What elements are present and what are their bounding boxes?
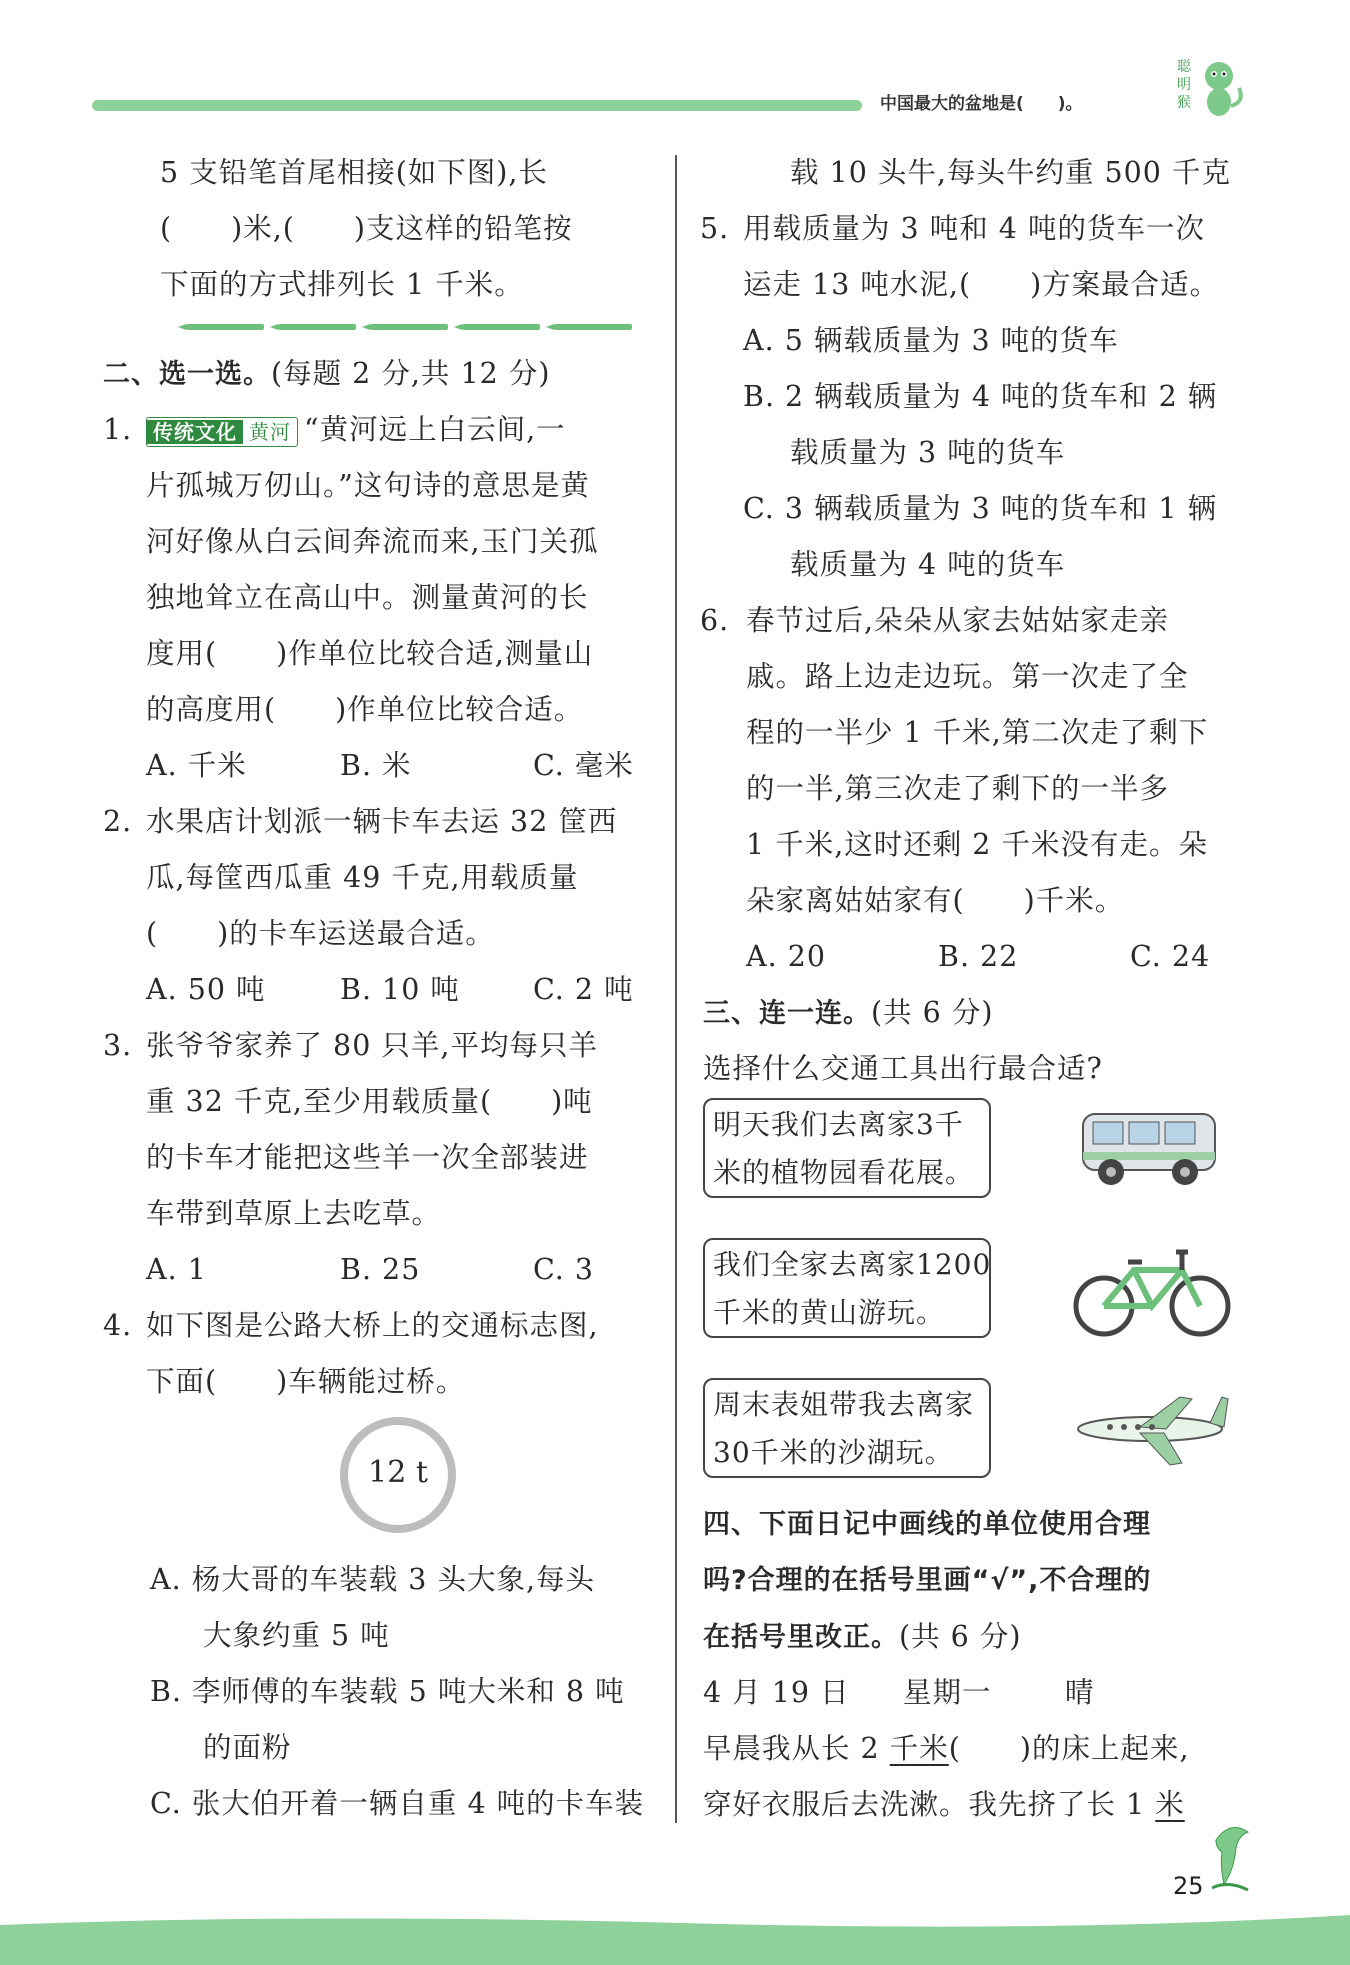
header-bar (92, 100, 862, 111)
q4-num: 4. (103, 1309, 133, 1342)
q4-line-1: 如下图是公路大桥上的交通标志图, (146, 1309, 599, 1342)
section-3-question: 选择什么交通工具出行最合适? (703, 1052, 1103, 1085)
box-2-line-1: 我们全家去离家1200 (713, 1248, 992, 1281)
q3-line-2: 重 32 千克,至少用载质量( )吨 (146, 1085, 593, 1118)
q1-line-1 (146, 402, 566, 458)
diary-line-1-post: ( )的床上起来, (948, 1732, 1190, 1765)
q6-line-5: 1 千米,这时还剩 2 千米没有走。朵 (746, 828, 1209, 861)
section-2-title: 二、选一选。 (103, 359, 271, 390)
q5-num: 5. (700, 212, 730, 245)
q2-line-2: 瓜,每筐西瓜重 49 千克,用载质量 (146, 861, 579, 894)
badge-main: 传统文化 (147, 420, 243, 444)
culture-badge (146, 417, 298, 447)
q6-option-a[interactable]: A. 20 (746, 940, 826, 973)
section-3-note: (共 6 分) (871, 996, 994, 1029)
q6-line-3: 程的一半少 1 千米,第二次走了剩下 (746, 716, 1209, 749)
pencils-figure (178, 322, 634, 332)
diary-date: 4 月 19 日 (703, 1676, 850, 1709)
weight-limit-sign (340, 1417, 456, 1533)
section-2-note: (每题 2 分,共 12 分) (271, 357, 551, 390)
q6-line-1: 春节过后,朵朵从家去姑姑家走亲 (746, 604, 1170, 637)
badge-sub: 黄河 (249, 419, 291, 444)
q4-option-a-1[interactable]: A. 杨大哥的车装载 3 头大象,每头 (150, 1563, 596, 1596)
diary-line-2 (703, 1777, 1185, 1833)
box-1-line-1: 明天我们去离家3千 (713, 1108, 964, 1141)
section-2-heading (103, 346, 550, 403)
match-box-3[interactable] (703, 1378, 991, 1478)
q1-line-6: 的高度用( )作单位比较合适。 (146, 693, 584, 726)
q1-line-2: 片孤城万仞山。”这句诗的意思是黄 (146, 469, 590, 502)
q3-line-1: 张爷爷家养了 80 只羊,平均每只羊 (146, 1029, 598, 1062)
dolphin-icon (1208, 1818, 1254, 1898)
q2-line-1: 水果店计划派一辆卡车去运 32 筐西 (146, 805, 618, 838)
box-3-line-1: 周末表姐带我去离家 (713, 1388, 975, 1421)
q3-option-b[interactable]: B. 25 (340, 1253, 421, 1286)
q2-option-a[interactable]: A. 50 吨 (146, 973, 266, 1006)
q1-option-b[interactable]: B. 米 (340, 749, 412, 782)
q6-num: 6. (700, 604, 730, 637)
q1-line-4: 独地耸立在高山中。测量黄河的长 (146, 581, 589, 614)
section-4-line-1: 四、下面日记中画线的单位使用合理 (703, 1509, 1151, 1540)
q5-line-2: 运走 13 吨水泥,( )方案最合适。 (743, 268, 1220, 301)
q5-option-a[interactable]: A. 5 辆载质量为 3 吨的货车 (743, 324, 1119, 357)
footer-wave (0, 1905, 1350, 1965)
section-4-line-3 (703, 1609, 1022, 1666)
match-box-1[interactable] (703, 1098, 991, 1198)
q1-option-a[interactable]: A. 千米 (146, 749, 247, 782)
q4-option-c-1[interactable]: C. 张大伯开着一辆自重 4 吨的卡车装 (150, 1787, 645, 1820)
q3-option-a[interactable]: A. 1 (146, 1253, 207, 1286)
diary-line-1 (703, 1721, 1190, 1777)
q6-line-6: 朵家离姑姑家有( )千米。 (746, 884, 1125, 917)
q4-continued: 载 10 头牛,每头牛约重 500 千克 (790, 156, 1231, 189)
q5-line-1: 用载质量为 3 吨和 4 吨的货车一次 (743, 212, 1206, 245)
column-divider (675, 155, 677, 1823)
intro-line-2: ( )米,( )支这样的铅笔按 (160, 212, 573, 245)
logo-text: 聪明猴 (1177, 59, 1191, 111)
section-4-line-3-text: 在括号里改正。 (703, 1622, 899, 1653)
q4-option-a-2: 大象约重 5 吨 (203, 1619, 390, 1652)
section-3-heading (703, 985, 994, 1042)
q2-line-3: ( )的卡车运送最合适。 (146, 917, 495, 950)
q6-option-c[interactable]: C. 24 (1130, 940, 1211, 973)
box-3-line-2: 30千米的沙湖玩。 (713, 1436, 954, 1469)
section-4-note: (共 6 分) (899, 1620, 1022, 1653)
q5-option-b-2: 载质量为 3 吨的货车 (790, 436, 1066, 469)
q3-line-3: 的卡车才能把这些羊一次全部装进 (146, 1141, 589, 1174)
sign-label: 12 t (368, 1455, 428, 1490)
q3-num: 3. (103, 1029, 133, 1062)
q5-option-c-2: 载质量为 4 吨的货车 (790, 548, 1066, 581)
diary-unit-2: 米 (1155, 1788, 1185, 1821)
q6-option-b[interactable]: B. 22 (938, 940, 1019, 973)
q1-option-c[interactable]: C. 毫米 (533, 749, 634, 782)
q1-num: 1. (103, 413, 133, 446)
match-box-2[interactable] (703, 1238, 991, 1338)
diary-unit-1: 千米 (889, 1732, 949, 1765)
q6-line-4: 的一半,第三次走了剩下的一半多 (746, 772, 1170, 805)
box-2-line-2: 千米的黄山游玩。 (713, 1296, 946, 1329)
q2-option-c[interactable]: C. 2 吨 (533, 973, 634, 1006)
q1-line-3: 河好像从白云间奔流而来,玉门关孤 (146, 525, 599, 558)
diary-line-1-pre: 早晨我从长 2 (703, 1732, 890, 1765)
section-4-line-2: 吗?合理的在括号里画“√”,不合理的 (703, 1565, 1152, 1596)
diary-weekday: 星期一 (903, 1676, 992, 1709)
q1-text-1: “黄河远上白云间,一 (304, 413, 566, 446)
q2-num: 2. (103, 805, 133, 838)
box-1-line-2: 米的植物园看花展。 (713, 1156, 975, 1189)
section-3-title: 三、连一连。 (703, 998, 871, 1029)
monkey-logo-icon (1195, 58, 1247, 120)
q5-option-c-1[interactable]: C. 3 辆载质量为 3 吨的货车和 1 辆 (743, 492, 1218, 525)
bus-icon[interactable] (1075, 1108, 1225, 1190)
intro-line-1: 5 支铅笔首尾相接(如下图),长 (160, 156, 548, 189)
q3-option-c[interactable]: C. 3 (533, 1253, 595, 1286)
q4-option-b-2: 的面粉 (203, 1731, 292, 1764)
q4-line-2: 下面( )车辆能过桥。 (146, 1365, 466, 1398)
diary-weather: 晴 (1065, 1676, 1095, 1709)
q2-option-b[interactable]: B. 10 吨 (340, 973, 460, 1006)
q5-option-b-1[interactable]: B. 2 辆载质量为 4 吨的货车和 2 辆 (743, 380, 1218, 413)
diary-line-2-pre: 穿好衣服后去洗漱。我先挤了长 1 (703, 1788, 1156, 1821)
intro-line-3: 下面的方式排列长 1 千米。 (160, 268, 524, 301)
q6-line-2: 戚。路上边走边玩。第一次走了全 (746, 660, 1189, 693)
q4-option-b-1[interactable]: B. 李师傅的车装载 5 吨大米和 8 吨 (150, 1675, 625, 1708)
bicycle-icon[interactable] (1072, 1240, 1232, 1340)
airplane-icon[interactable] (1070, 1383, 1230, 1473)
header-question: 中国最大的盆地是( )。 (880, 94, 1083, 114)
q1-line-5: 度用( )作单位比较合适,测量山 (146, 637, 594, 670)
page-number: 25 (1173, 1872, 1204, 1900)
q3-line-4: 车带到草原上去吃草。 (146, 1197, 442, 1230)
